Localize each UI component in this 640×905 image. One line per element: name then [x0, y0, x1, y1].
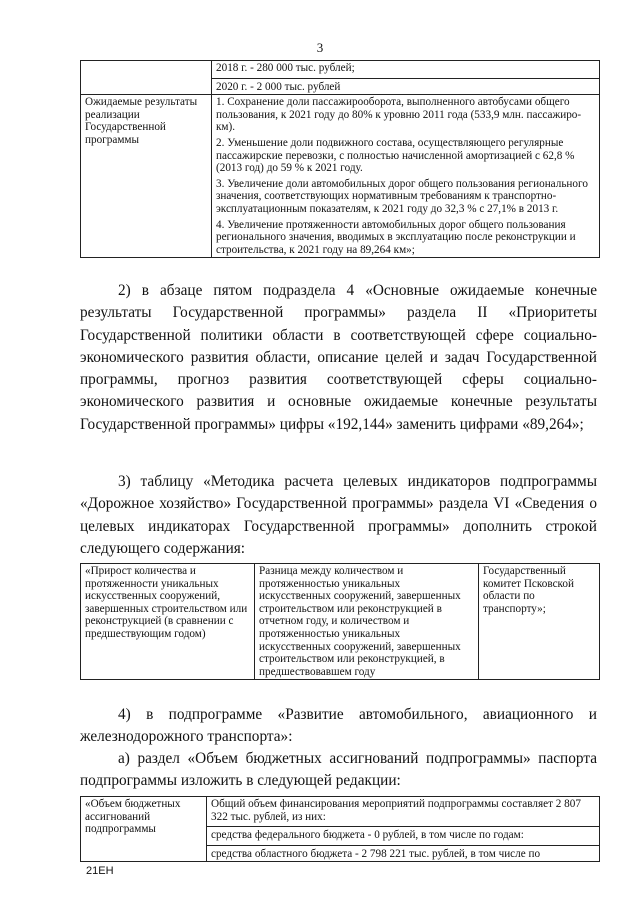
funding-line-2020: 2020 г. - 2 000 тыс. рублей: [216, 80, 341, 93]
expected-result-item: 2. Уменьшение доли подвижного состава, осуществляющего регулярные пассажирские перевозки, с полностью начисленной амортизацией с 62,8 % (2013 год) до 59 % к 2021 году.: [216, 136, 575, 175]
table-cell-funding-years: [212, 61, 600, 95]
paragraph-4: 4) в подпрограмме «Развитие автомобильного, авиационного и железнодорожного транспорта»:: [80, 706, 597, 746]
budget-details-cell: [207, 797, 600, 862]
expected-results-list: [212, 95, 600, 258]
indicator-name-cell: «Прирост количества и протяженности уникальных искусственных сооружений, завершенных строительством или реконструкцией (в сравнении с предшествующим годом): [81, 564, 255, 680]
responsible-body-cell: Государственный комитет Псковской области по транспорту»;: [479, 564, 600, 680]
table-cell-empty: [81, 61, 212, 95]
budget-line: средства областного бюджета - 2 798 221 тыс. рублей, в том числе по: [211, 847, 541, 860]
budget-label-cell: «Объем бюджетных ассигнований подпрограммы: [81, 797, 207, 862]
indicator-method-table: [80, 563, 600, 680]
footer-code: 21ЕН: [86, 865, 114, 877]
expected-result-item: 4. Увеличение протяженности автомобильных дорог общего пользования регионального значения, вводимых в эксплуатацию после реконструкции и строительства, к 2021 году на 89,264 км»;: [216, 218, 576, 256]
table-row: [81, 564, 600, 680]
expected-result-item: 1. Сохранение доли пассажирооборота, выполненного автобусами общего пользования, к 2021 году до 80% к уровню 2011 года (533,9 млн. пассажиро-км).: [216, 96, 582, 134]
expected-results-label: Ожидаемые результаты реализации Государственной программы: [81, 95, 212, 258]
table-row: [81, 797, 600, 862]
table-row: [81, 61, 600, 95]
table-row: [81, 95, 600, 258]
funding-line-2018: 2018 г. - 280 000 тыс. рублей;: [216, 62, 355, 74]
cell-divider: [207, 845, 599, 846]
paragraph-4a: а) раздел «Объем бюджетных ассигнований подпрограммы» паспорта подпрограммы изложить в следующей редакции:: [80, 750, 597, 790]
calculation-method-cell: Разница между количеством и протяженностью уникальных искусственных сооружений, завершенных строительством или реконструкцией в отчетном году, и количеством и протяженностью уникальных искусственных сооружений, завершенных строительством или реконструкцией, в предшествовавшем году: [255, 564, 479, 680]
budget-line: Общий объем финансирования мероприятий подпрограммы составляет 2 807 322 тыс. рублей, из них:: [211, 798, 581, 823]
expected-result-item: 3. Увеличение доли автомобильных дорог общего пользования регионального значения, соответствующих нормативным требованиям к транспортно-эксплуатационным показателям, к 2021 году до 32,3 % с 27,1% в 2013 г.: [216, 177, 588, 215]
paragraph-2: 2) в абзаце пятом подраздела 4 «Основные ожидаемые конечные результаты Государственной программы» раздела II «Приоритеты Государственной политики области в соответствующей сфере социально-экономического развития области, описание целей и задач Государственной программы, прогноз развития соответствующей сферы социально-экономического развития и основные ожидаемые конечные результаты Государственной программы» цифры «192,144» заменить цифрами «89,264»;: [80, 282, 597, 433]
cell-divider: [212, 78, 599, 79]
cell-divider: [207, 826, 599, 827]
paragraph-3: 3) таблицу «Методика расчета целевых индикаторов подпрограммы «Дорожное хозяйство» Государственной программы» раздела VI «Сведения о целевых индикаторах Государственной программы» дополнить строкой следующего содержания:: [80, 473, 597, 557]
page-number: 3: [316, 40, 324, 55]
subprogram-budget-table: [80, 796, 600, 862]
budget-line: средства федерального бюджета - 0 рублей, в том числе по годам:: [211, 829, 524, 842]
passport-table: [80, 60, 600, 258]
